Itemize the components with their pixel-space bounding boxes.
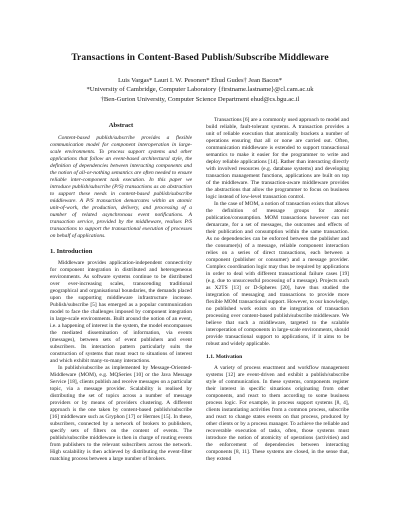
author-block [0,76,400,104]
section-heading-introduction: 1. Introduction [50,248,93,255]
right-column [206,117,349,463]
author-names: Luis Vargas* Lauri I. W. Pesonen* Ehud Gudes† Jean Bacon* [117,77,283,84]
left-column [50,117,192,463]
paper-title: Transactions in Content-Based Publish/Subscribe Middleware [71,52,329,63]
affiliation-bgu: †Ben-Gurion University, Computer Science Department ehud@cs.bgu.ac.il [100,95,300,103]
subsection-heading-motivation: 1.1. Motivation [206,354,243,360]
paragraph: In the case of MOM, a notion of transaction exists that allows the definition of message groups for atomic publication/consumption. MOM transactions however can not demarcate, for a set of messages, the outcomes and effects of their publication and consumption within the same transaction. As no dependencies can be enforced between the publisher and the consumer(s) of a message, reliable component interaction relies on a series of direct transactions, each between a component (publisher or consumer) and a message provider. Complex coordination logic may thus be required by applications in order to deal with different transactional failure cases [19] (e.g. due to unsuccessful processing of a message). Projects such as X2TS [13] or D-Spheres [20], have thus studied the integration of messaging and transactions to provide more flexible MOM transactional support. However, to our knowledge, no published work exists on the integration of transaction processing over content-based publish/subscribe middleware. We believe that such a middleware, targeted to the scalable interoperation of components in large-scale environments, should provide transactional support to applications, if it aims to be robust and widely applicable. [206,201,349,347]
abstract-text: Content-based publish/subscribe provides a flexible communication model for component interoperation in large-scale environments. To process support systems and other applications that follow an event-based architectural style, the definition of dependencies between interacting components and the notion of all-or-nothing semantics are often needed to ensure reliable inter-component task execution. In this paper we introduce publish/subscribe (P/S) transactions as an abstraction to support these needs in content-based publish/subscribe middleware. A P/S transaction demarcates within an atomic unit-of-work, the production, delivery, and processing of a number of related asynchronous event notifications. A transaction service, provided by the middleware, realises P/S transactions to support the transactional execution of processes on behalf of applications. [50,135,192,239]
paragraph: In publish/subscribe as implemented by Message-Oriented-Middleware (MOM), e.g. MQSeries [10] or the Java Message Service [18], clients publish and receive messages on a particular topic, via a message provider. Scalability is realised by distributing the set of topics across a number of message providers or by means of providers clustering. A different approach is the one taken by content-based publish/subscribe [16] middleware such as Gryphon [17] or Hermes [15]. In these, subscribers, connected by a network of brokers to publishers, specify sets of filters on the content of events. The publish/subscribe middleware is then in charge of routing events from publishers to the relevant subscribers across the network. High scalability is then achieved by distributing the event-filter matching process between a large number of brokers. [50,365,192,462]
paragraph: A variety of process enactment and workflow management systems [12] are event-driven and exhibit a publish/subscribe style of communication. In these systems, components register their interest in specific situations originating from other components, and react to them according to some business process logic. For example, in process support systems [8, 4], clients instantiating activities from a common process, subscribe and react to change states events on that process, produced by other clients or by a process manager. To achieve the reliable and recoverable execution of tasks, often, those systems must introduce the notion of atomicity of operations (activities) and the enforcement of dependencies between interacting components [8, 11]. These systems are closed, in the sense that, they extend [206,365,349,462]
abstract-heading: Abstract [108,122,134,129]
paragraph: Transactions [6] are a commonly used approach to model and build reliable, fault-tolerant systems. A transaction provides a unit of reliable execution that atomically brackets a number of operations ensuring that all or none are carried out. Often, communication middleware is extended to support transactional semantics to make it easier for the programmer to write and deploy reliable applications [14]. Rather than interacting directly with involved resources (e.g. database systems) and developing transaction management functions, applications are built on top of the middleware. The transaction-aware middleware provides the abstractions that allow the programmer to focus on business logic instead of low-level transaction control. [206,117,349,200]
affiliation-cambridge: *University of Cambridge, Computer Laboratory {firstname.lastname}@cl.cam.ac.uk [86,86,314,94]
paragraph: Middleware provides application-independent connectivity for component integration in distributed and heterogeneous environments. As software systems continue to be distributed over ever-increasing scales, transcending traditional geographical and organisational boundaries, the demands placed upon the supporting middleware infrastructure increase. Publish/subscribe [5] has emerged as a popular communication model to face the challenges imposed by component integration in large-scale environments. Built around the notion of an event, i.e. a happening of interest in the system, the model encompasses the mediated dissemination of information, via events (messages), between sets of event publishers and event subscribers. Its interaction pattern particularly suits the construction of systems that must react to situations of interest and which exhibit many-to-many interactions. [50,260,192,364]
